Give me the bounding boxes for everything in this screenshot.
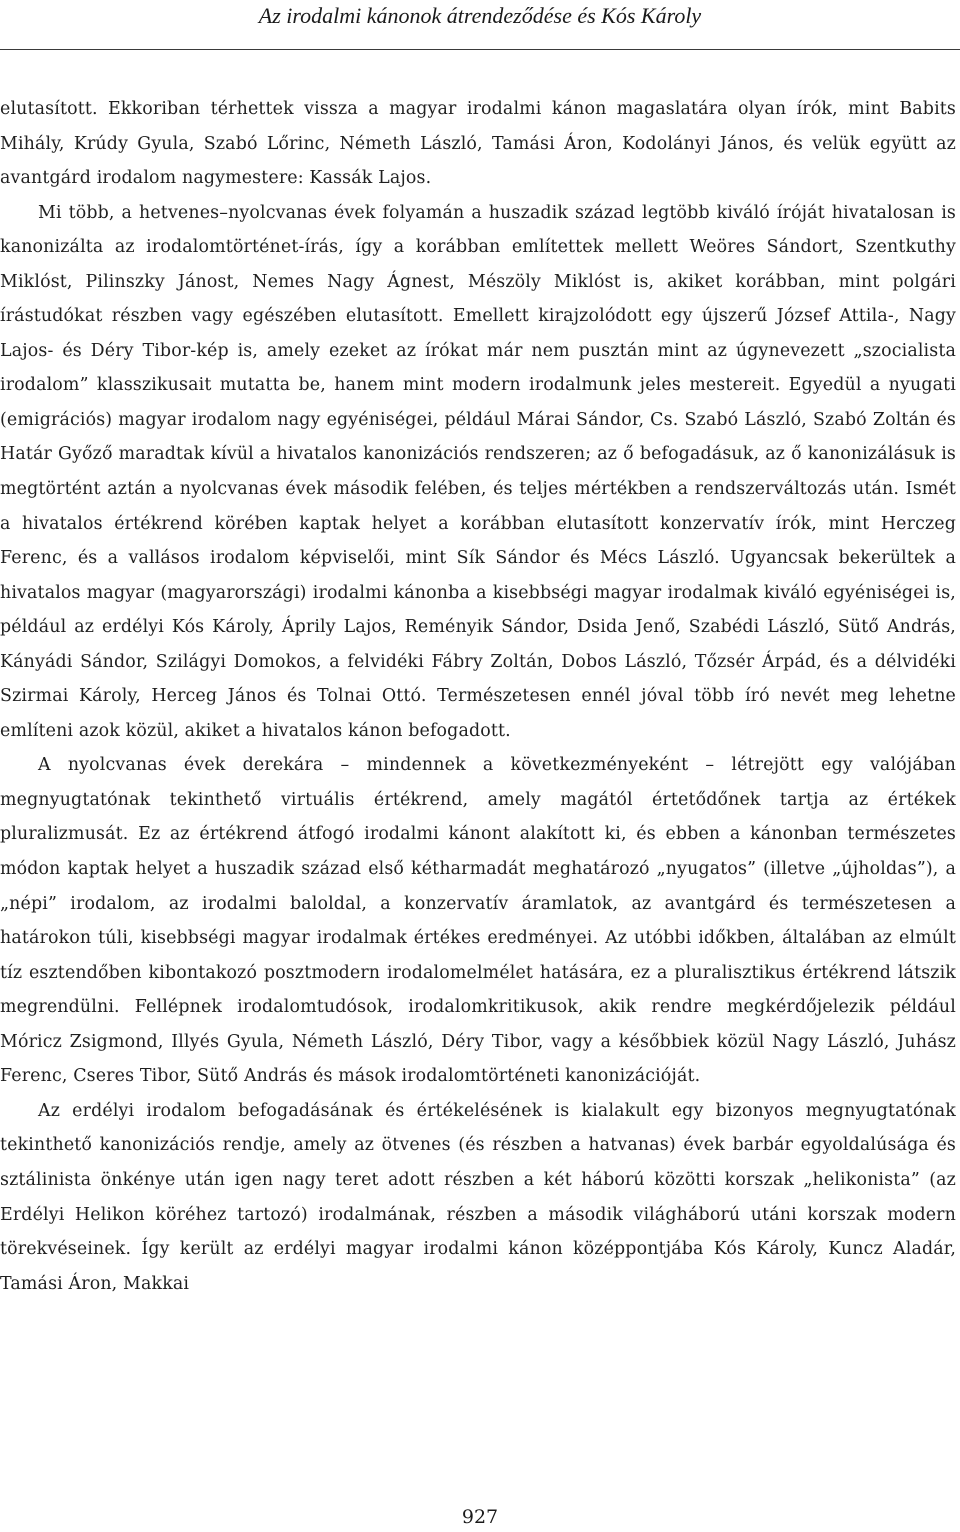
running-header-title: Az irodalmi kánonok átrendeződése és Kós Károly <box>258 3 702 28</box>
paragraph-continuation: elutasított. Ekkoriban térhettek vissza a magyar irodalmi kánon magaslatára olyan írók, mint Babits Mihály, Krúdy Gyula, Szabó Lőrinc, Németh László, Tamási Áron, Kodolányi János, és velük együtt az avantgárd irodalom nagymestere: Kassák Lajos. <box>0 99 956 189</box>
paragraph: Az erdélyi irodalom befogadásának és értékelésének is kialakult egy bizonyos megnyugtatónak tekinthető kanonizációs rendje, amely az ötvenes (és részben a hatvanas) évek barbár egyoldalúsága és sztálinista önkénye után igen nagy teret adott részben a két háború közötti korszak „helikonista” (az Erdélyi Helikon köréhez tartozó) irodalmának, részben a második világháború utáni korszak modern törekvéseinek. Így került az erdélyi magyar irodalmi kánon középpontjába Kós Károly, Kuncz Aladár, Tamási Áron, Makkai <box>0 1100 956 1294</box>
paragraph: A nyolcvanas évek derekára – mindennek a következményeként – létrejött egy valójában megnyugtatónak tekinthető virtuális értékrend, amely magától értetődőnek tartja az értékek pluralizmusát. Ez az értékrend átfogó irodalmi kánont alakított ki, és ebben a kánonban természetes módon kaptak helyet a huszadik század első kétharmadát meghatározó „nyugatos” (illetve „újholdas”), a „népi” irodalom, az irodalmi baloldal, a konzervatív áramlatok, az avantgárd és természetesen a határokon túli, kisebbségi magyar irodalmak értékes eredményei. Az utóbbi időkben, általában az elmúlt tíz esztendőben kibontakozó posztmodern irodalomelmélet hatására, ez a pluralisztikus értékrend látszik megrendülni. Fellépnek irodalomtudósok, irodalomkritikusok, akik rendre megkérdőjelezik például Móricz Zsigmond, Illyés Gyula, Németh László, Déry Tibor, vagy a későbbiek közül Nagy László, Juhász Ferenc, Cseres Tibor, Sütő András és mások irodalomtörténeti kanonizációját. <box>0 755 956 1087</box>
page-number: 927 <box>461 1506 499 1528</box>
paragraph: Mi több, a hetvenes–nyolcvanas évek folyamán a huszadik század legtöbb kiváló íróját hivatalosan is kanonizálta az irodalomtörténet-írás, így a korábban említettek mellett Weöres Sándort, Szentkuthy Miklóst, Pilinszky Jánost, Nemes Nagy Ágnest, Mészöly Miklóst is, akiket korábban, mint polgári írástudókat részben vagy egészében elutasított. Emellett kirajzolódott egy újszerű József Attila-, Nagy Lajos- és Déry Tibor-kép is, amely ezeket az írókat már nem pusztán mint az úgynevezett „szocialista irodalom” klasszikusait mutatta be, hanem mint modern irodalmunk jeles mestereit. Egyedül a nyugati (emigrációs) magyar irodalom nagy egyéniségei, például Márai Sándor, Cs. Szabó László, Szabó Zoltán és Határ Győző maradtak kívül a hivatalos kanonizációs rendszeren; az ő befogadásuk, az ő kanonizálásuk is megtörtént aztán a nyolcvanas évek második felében, és teljes mértékben a rendszerváltozás után. Ismét a hivatalos értékrend körében kaptak helyet a korábban elutasított konzervatív írók, mint Herczeg Ferenc, és a vallásos irodalom képviselői, mint Sík Sándor és Mécs László. Ugyancsak bekerültek a hivatalos magyar (magyarországi) irodalmi kánonba a kisebbségi magyar irodalmak kiváló egyéniségei is, például az erdélyi Kós Károly, Áprily Lajos, Reményik Sándor, Dsida Jenő, Szabédi László, Sütő András, Kányádi Sándor, Szilágyi Domokos, a felvidéki Fábry Zoltán, Dobos László, Tőzsér Árpád, és a délvidéki Szirmai Károly, Herceg János és Tolnai Ottó. Természetesen ennél jóval több író nevét meg lehetne említeni azok közül, akiket a hivatalos kánon befogadott. <box>0 202 956 741</box>
header-divider <box>0 49 960 50</box>
article-body <box>0 92 956 1301</box>
